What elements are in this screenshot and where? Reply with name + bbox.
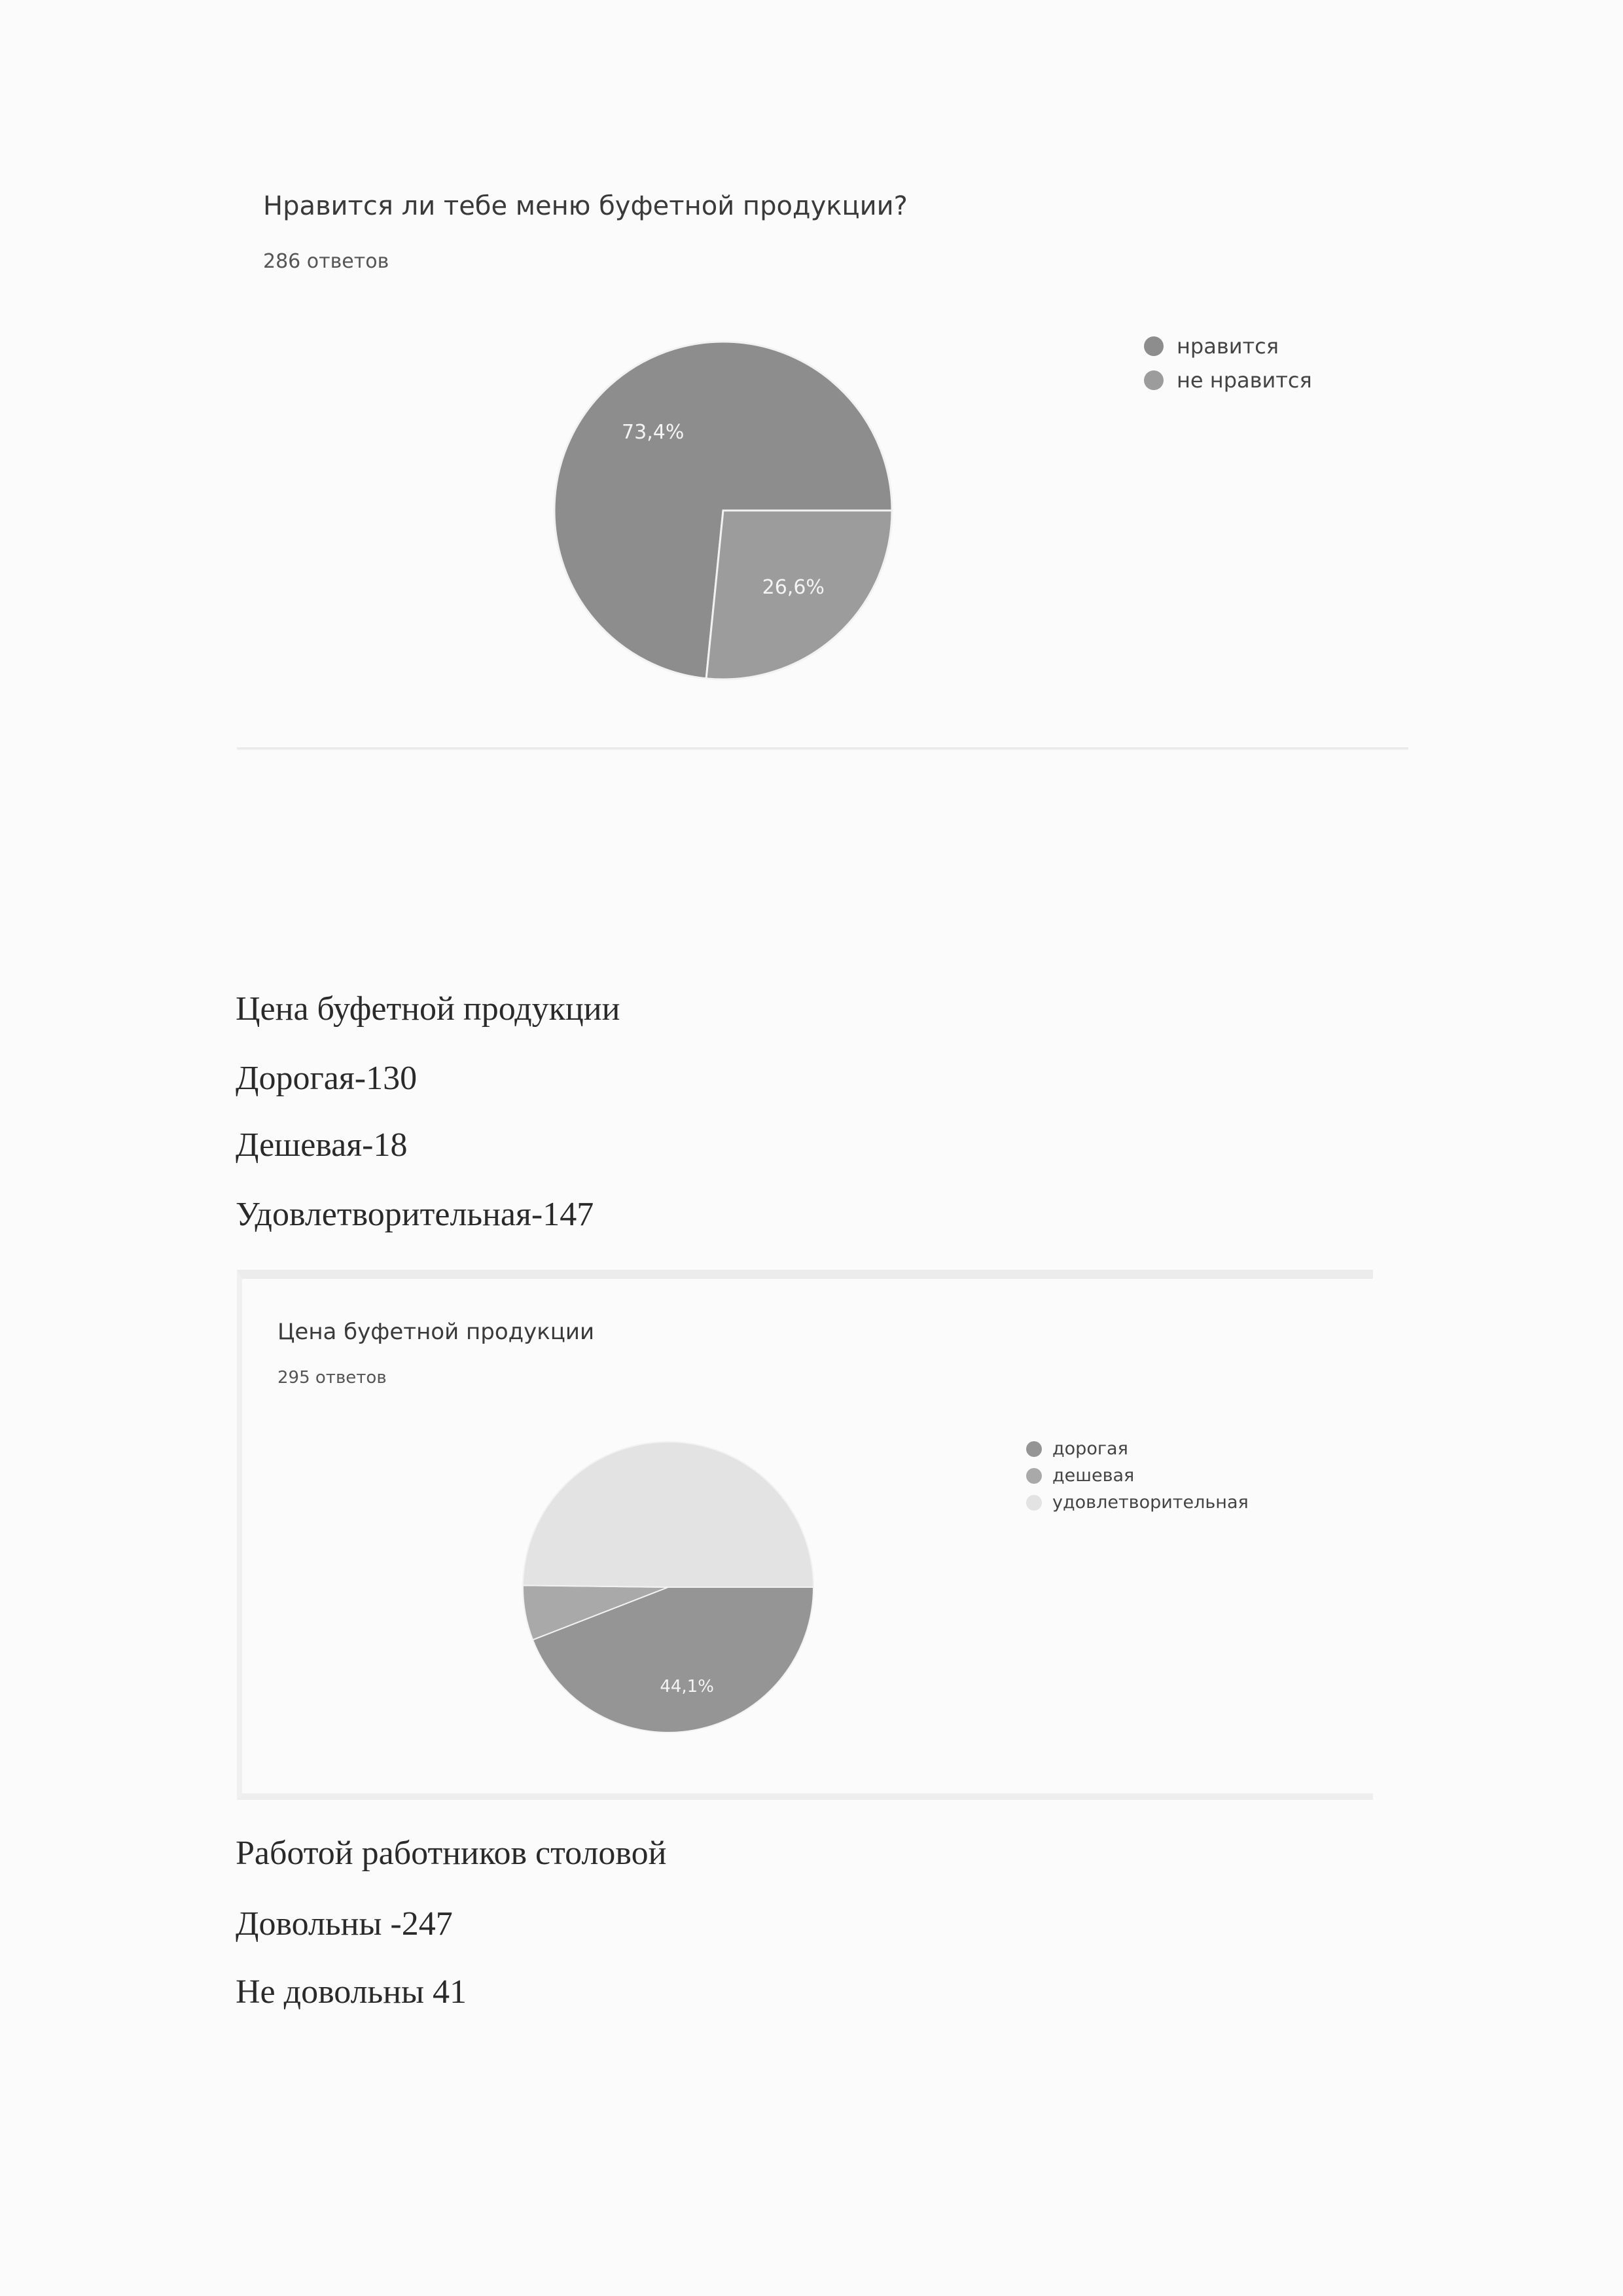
- price-line-cheap: Дешевая-18: [236, 1126, 408, 1164]
- chart-1-slice-label-0: 73,4%: [622, 420, 685, 444]
- chart-1-legend-item: [1144, 368, 1312, 393]
- chart-2-title: Цена буфетной продукции: [277, 1319, 595, 1345]
- price-line-expensive: Дорогая-130: [236, 1060, 418, 1097]
- chart-1-slice-label-1: 26,6%: [762, 576, 825, 600]
- price-line-satisfactory: Удовлетворительная-147: [236, 1196, 594, 1233]
- chart-2-legend-label: дорогая: [1052, 1439, 1128, 1459]
- chart-2-legend-item: [1026, 1439, 1249, 1459]
- staff-line-unsatisfied: Не довольны 41: [236, 1973, 467, 2011]
- price-heading: Цена буфетной продукции: [236, 990, 620, 1028]
- chart-2-legend-item: [1026, 1465, 1249, 1486]
- chart-1-legend-item: [1144, 334, 1312, 359]
- chart-2-legend-label: удовлетворительная: [1052, 1492, 1249, 1513]
- chart-2-response-count: 295 ответов: [277, 1368, 387, 1388]
- chart-2-legend-swatch: [1026, 1495, 1042, 1511]
- divider-rule: [237, 747, 1408, 750]
- chart-1-legend-swatch: [1144, 370, 1164, 390]
- chart-2-slice-label-0: 44,1%: [660, 1677, 714, 1697]
- chart-2-slice-2: [523, 1442, 813, 1587]
- staff-line-satisfied: Довольны -247: [236, 1905, 453, 1943]
- chart-1-pie: [550, 337, 897, 684]
- chart-1-legend-label: не нравится: [1177, 368, 1312, 393]
- chart-2-legend: [1026, 1439, 1249, 1519]
- chart-2-legend-label: дешевая: [1052, 1465, 1135, 1486]
- chart-2-legend-item: [1026, 1492, 1249, 1513]
- chart-1-legend-swatch: [1144, 336, 1164, 356]
- chart-1-response-count: 286 ответов: [263, 250, 389, 273]
- staff-heading: Работой работников столовой: [236, 1835, 667, 1872]
- chart-2-legend-swatch: [1026, 1441, 1042, 1457]
- chart-1-legend: [1144, 334, 1312, 402]
- chart-1-legend-label: нравится: [1177, 334, 1279, 359]
- chart-2-pie: [521, 1440, 815, 1734]
- chart-2-legend-swatch: [1026, 1468, 1042, 1484]
- chart-1-title: Нравится ли тебе меню буфетной продукции?: [263, 191, 908, 221]
